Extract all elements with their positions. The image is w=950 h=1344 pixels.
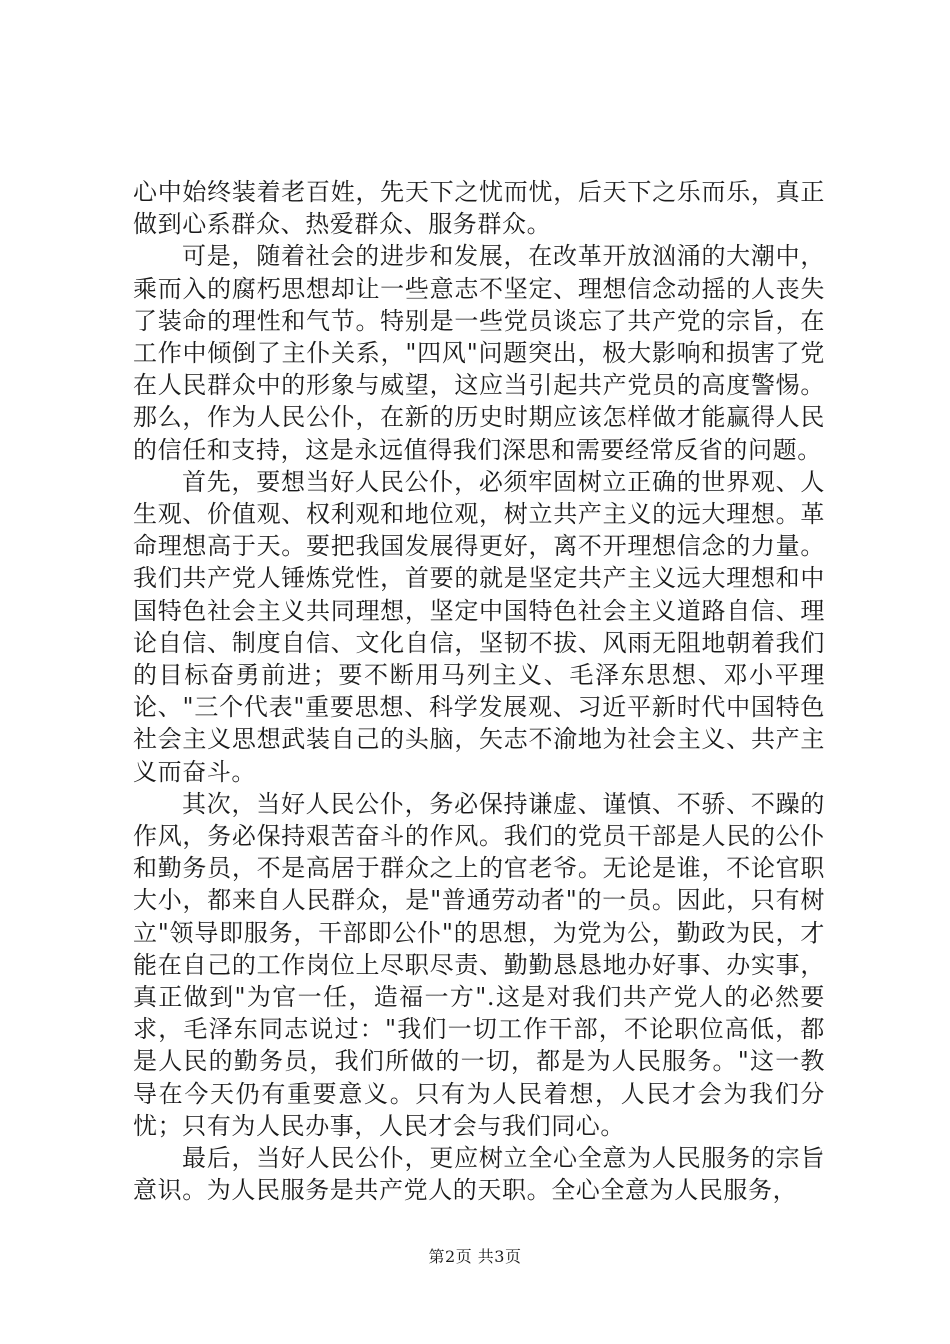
paragraph-5: 最后，当好人民公仆，更应树立全心全意为人民服务的宗旨意识。为人民服务是共产党人的天职。全心全意为人民服务， (133, 1144, 825, 1205)
paragraph-3: 首先，要想当好人民公仆，必须牢固树立正确的世界观、人生观、价值观、权利观和地位观，树立共产主义的远大理想。革命理想高于天。要把我国发展得更好，离不开理想信念的力量。我们共产党人锤炼党性，首要的就是坚定共产主义远大理想和中国特色社会主义共同理想，坚定中国特色社会主义道路自信、理论自信、制度自信、文化自信，坚韧不拔、风雨无阻地朝着我们的目标奋勇前进；要不断用马列主义、毛泽东思想、邓小平理论、"三个代表"重要思想、科学发展观、习近平新时代中国特色社会主义思想武装自己的头脑，矢志不渝地为社会主义、共产主义而奋斗。 (133, 467, 825, 786)
page-number-footer: 第2页 共3页 (428, 1247, 522, 1266)
paragraph-4: 其次，当好人民公仆，务必保持谦虚、谨慎、不骄、不躁的作风，务必保持艰苦奋斗的作风。我们的党员干部是人民的公仆和勤务员，不是高居于群众之上的官老爷。无论是谁，不论官职大小，都来自人民群众，是"普通劳动者"的一员。因此，只有树立"领导即服务，干部即公仆"的思想，为党为公，勤政为民，才能在自己的工作岗位上尽职尽责、勤勤恳恳地办好事、办实事，真正做到"为官一任，造福一方".这是对我们共产党人的必然要求，毛泽东同志说过："我们一切工作干部，不论职位高低，都是人民的勤务员，我们所做的一切，都是为人民服务。"这一教导在今天仍有重要意义。只有为人民着想，人民才会为我们分忧；只有为人民办事，人民才会与我们同心。 (133, 789, 825, 1140)
paragraph-2: 可是，随着社会的进步和发展，在改革开放汹涌的大潮中，乘而入的腐朽思想却让一些意志不坚定、理想信念动摇的人丧失了装命的理性和气节。特别是一些党员谈忘了共产党的宗旨，在工作中倾倒了主仆关系，"四风"问题突出，极大影响和损害了党在人民群众中的形象与威望，这应当引起共产党员的高度警惕。那么，作为人民公仆，在新的历史时期应该怎样做才能赢得人民的信任和支持，这是永远值得我们深思和需要经常反省的问题。 (133, 242, 825, 464)
document-body (133, 176, 825, 1207)
paragraph-1: 心中始终装着老百姓，先天下之忧而忧，后天下之乐而乐，真正做到心系群众、热爱群众、服务群众。 (133, 178, 825, 239)
